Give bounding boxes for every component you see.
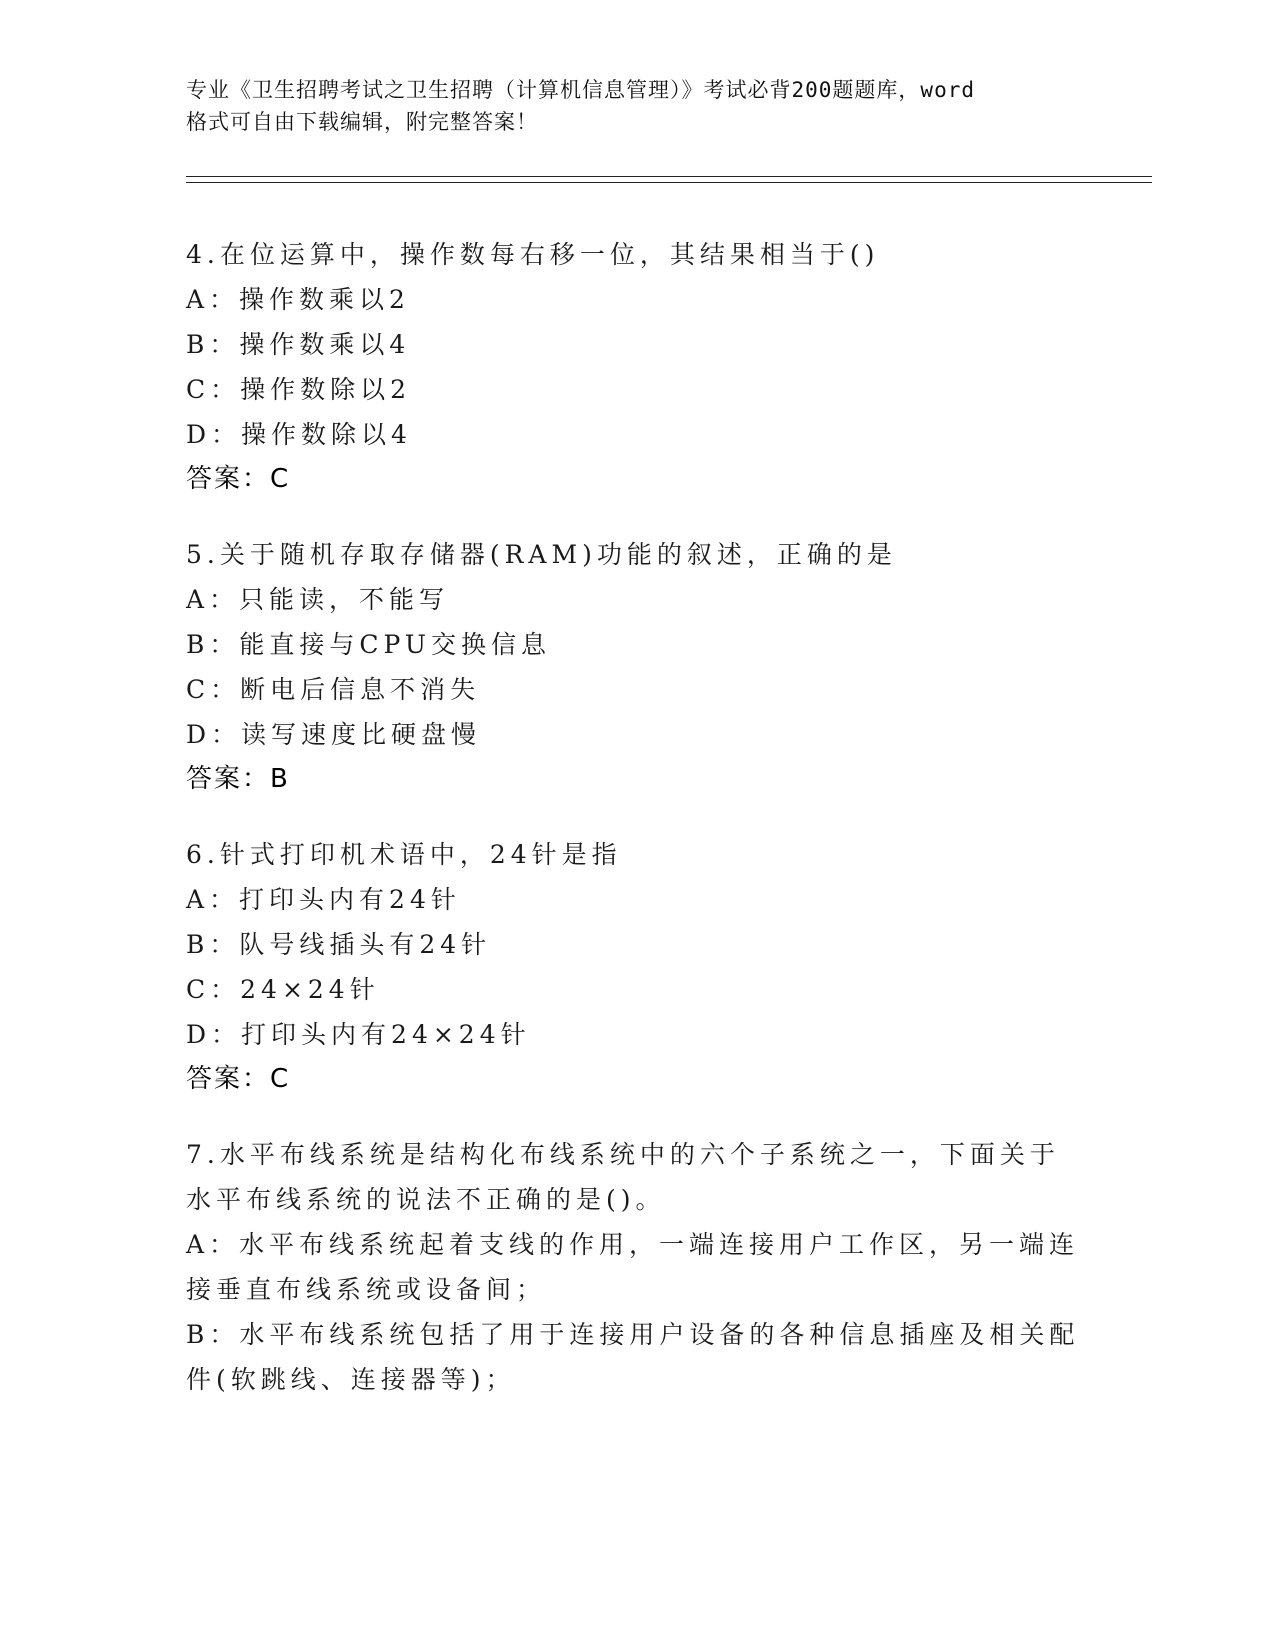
option-b: B：水平布线系统包括了用于连接用户设备的各种信息插座及相关配件(软跳线、连接器等)； — [186, 1320, 1080, 1394]
answer-label: 答案：C — [186, 1064, 291, 1094]
document-header — [186, 74, 1086, 138]
option-d: D：打印头内有24×24针 — [186, 1020, 531, 1049]
option-c: C：操作数除以2 — [186, 375, 412, 404]
question-7 — [186, 1132, 1086, 1402]
option-b: B：操作数乘以4 — [186, 330, 411, 359]
question-stem: 5.关于随机存取存储器(RAM)功能的叙述，正确的是 — [186, 540, 897, 569]
option-c: C：24×24针 — [186, 975, 380, 1004]
question-stem: 6.针式打印机术语中，24针是指 — [186, 840, 622, 869]
header-title-line-2: 格式可自由下载编辑，附完整答案！ — [186, 110, 538, 134]
option-a: A：水平布线系统起着支线的作用，一端连接用户工作区，另一端连接垂直布线系统或设备间； — [186, 1230, 1080, 1304]
header-divider — [186, 176, 1152, 183]
question-stem: 4.在位运算中，操作数每右移一位，其结果相当于() — [186, 240, 880, 269]
header-title-line-1: 专业《卫生招聘考试之卫生招聘（计算机信息管理）》考试必背200题题库，word — [186, 78, 975, 102]
option-b: B：能直接与CPU交换信息 — [186, 630, 551, 659]
answer-label: 答案：C — [186, 464, 291, 494]
answer-label: 答案：B — [186, 764, 290, 794]
option-b: B：队号线插头有24针 — [186, 930, 492, 959]
option-d: D：操作数除以4 — [186, 420, 412, 449]
option-a: A：操作数乘以2 — [186, 285, 410, 314]
option-a: A：只能读，不能写 — [186, 585, 450, 614]
question-stem: 7.水平布线系统是结构化布线系统中的六个子系统之一，下面关于水平布线系统的说法不正确的是()。 — [186, 1140, 1060, 1214]
question-6 — [186, 832, 1086, 1102]
question-list — [186, 232, 1086, 1432]
question-5 — [186, 532, 1086, 802]
option-c: C：断电后信息不消失 — [186, 675, 481, 704]
question-4 — [186, 232, 1086, 502]
option-a: A：打印头内有24针 — [186, 885, 461, 914]
option-d: D：读写速度比硬盘慢 — [186, 720, 482, 749]
